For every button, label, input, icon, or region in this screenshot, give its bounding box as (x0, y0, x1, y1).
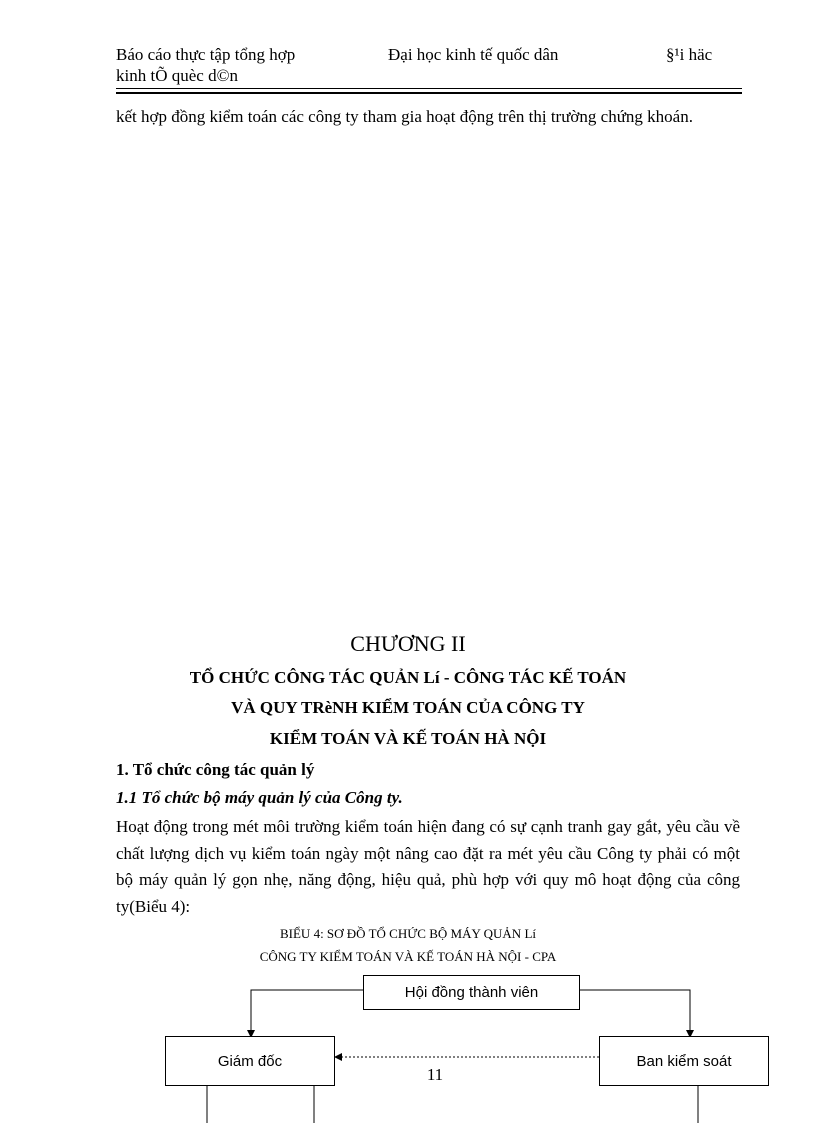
figure-caption-line1: BIỂU 4: SƠ ĐỒ TỔ CHỨC BỘ MÁY QUẢN Lí (279, 926, 536, 941)
chapter-title-line3: KIỂM TOÁN VÀ KẾ TOÁN HÀ NỘI (269, 729, 547, 748)
connector-board-supervisory (580, 990, 690, 1036)
header-right: §¹i häc (666, 45, 713, 64)
node-supervisory (599, 1036, 769, 1086)
header-left-line1: Báo cáo thực tập tổng hợp (116, 45, 296, 64)
page-number: 11 (408, 1064, 462, 1086)
chapter-title-line1: TỔ CHỨC CÔNG TÁC QUẢN Lí - CÔNG TÁC KẾ TOÁN (189, 668, 627, 687)
intro-paragraph: kết hợp đồng kiểm toán các công ty tham gia hoạt động trên thị trường chứng khoán. (116, 107, 693, 126)
section-1-1-heading: 1.1 Tổ chức bộ máy quản lý của Công ty. (116, 788, 403, 807)
node-board-label: Hội đồng thành viên (404, 984, 539, 1001)
section-1-heading: 1. Tổ chức công tác quản lý (116, 760, 315, 779)
node-director (165, 1036, 335, 1086)
chapter-number: CHƯƠNG II (350, 631, 466, 656)
body-paragraph: Hoạt động trong mét môi trường kiểm toán hiện đang có sự cạnh tranh gay gắt, yêu cầu về chất lượng dịch vụ kiểm toán ngày một nâng cao đặt ra mét yêu cầu Công ty phải có một bộ máy quản lý gọn nhẹ, năng động, hiệu quả, phù hợp với quy mô hoạt động của công ty(Biểu 4): (116, 817, 740, 916)
node-board (363, 975, 580, 1010)
header-left-line2: kinh tÕ quèc d©n (116, 66, 238, 85)
node-director-label: Giám đốc (217, 1052, 283, 1070)
chapter-title-line2: VÀ QUY TRèNH KIỂM TOÁN CỦA CÔNG TY (231, 698, 585, 717)
connector-board-director (251, 990, 363, 1036)
header-center: Đại học kinh tế quốc dân (388, 45, 559, 64)
node-supervisory-label: Ban kiểm soát (636, 1052, 732, 1070)
figure-caption-line2: CÔNG TY KIỂM TOÁN VÀ KẾ TOÁN HÀ NỘI - CPA (259, 949, 557, 964)
